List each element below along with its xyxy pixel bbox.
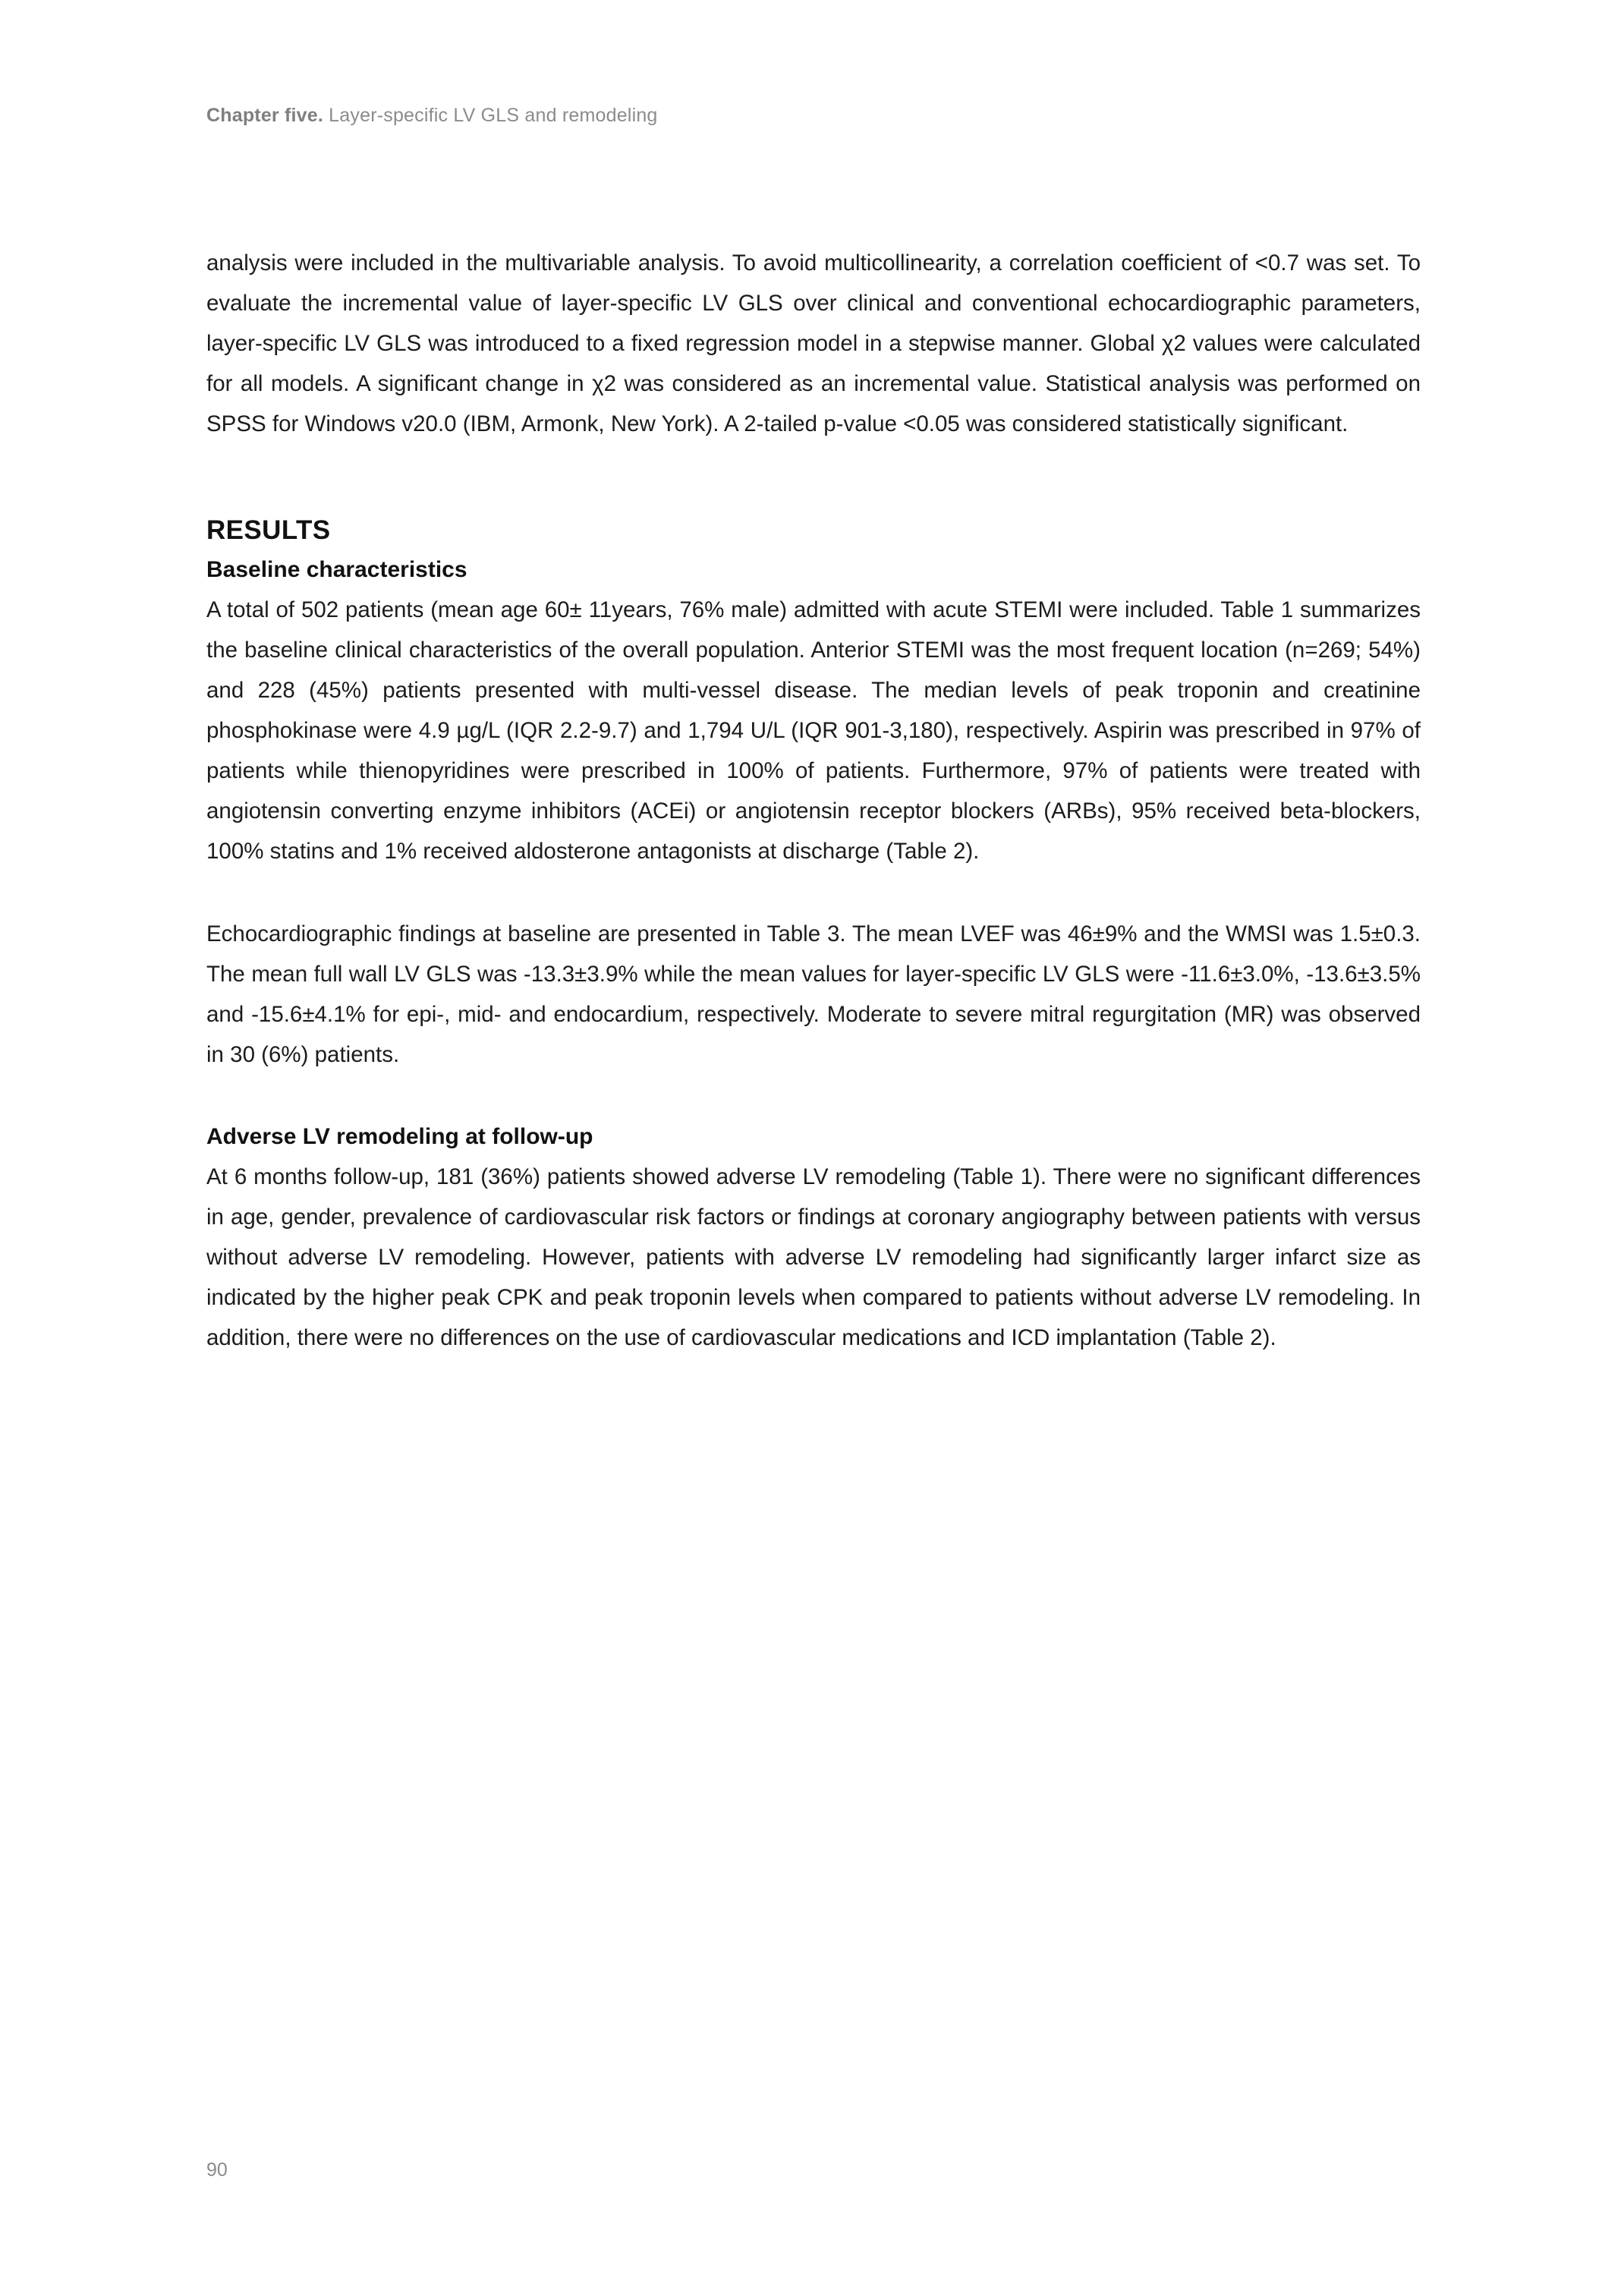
page-number: 90 [206,2159,228,2181]
paragraph-echocardiographic: Echocardiographic findings at baseline are presented in Table 3. The mean LVEF was 46±9% and the WMSI was 1.5±0.3. The mean full wall LV GLS was -13.3±3.9% while the mean values for layer-specific LV GLS were -11.6±3.0%, -13.6±3.5% and -15.6±4.1% for epi-, mid- and endocardium, respectively. Moderate to severe mitral regurgitation (MR) was observed in 30 (6%) patients. [206,921,1421,1067]
paragraph-remodeling: At 6 months follow-up, 181 (36%) patients showed adverse LV remodeling (Table 1). There were no significant differences in age, gender, prevalence of cardiovascular risk factors or findings at coronary angiography between patients with versus without adverse LV remodeling. However, patients with adverse LV remodeling had significantly larger infarct size as indicated by the higher peak CPK and peak troponin levels when compared to patients without adverse LV remodeling. In addition, there were no differences on the use of cardiovascular medications and ICD implantation (Table 2). [206,1164,1421,1350]
paragraph-spacer-1 [206,871,1421,914]
header-chapter-label: Chapter five. [206,105,324,126]
heading-results: RESULTS [206,515,331,545]
section-spacer [206,444,1421,511]
paragraph-spacer-2 [206,1075,1421,1117]
heading-baseline-characteristics: Baseline characteristics [206,557,467,582]
heading-adverse-lv-remodeling: Adverse LV remodeling at follow-up [206,1124,593,1149]
page-content [206,243,1421,1358]
running-header [206,105,658,127]
header-chapter-title: Layer-specific LV GLS and remodeling [323,105,658,126]
paragraph-baseline: A total of 502 patients (mean age 60± 11years, 76% male) admitted with acute STEMI were included. Table 1 summarizes the baseline clinical characteristics of the overall population. Anterior STEMI was the most frequent location (n=269; 54%) and 228 (45%) patients presented with multi-vessel disease. The median levels of peak troponin and creatinine phosphokinase were 4.9 µg/L (IQR 2.2-9.7) and 1,794 U/L (IQR 901-3,180), respectively. Aspirin was prescribed in 97% of patients while thienopyridines were prescribed in 100% of patients. Furthermore, 97% of patients were treated with angiotensin converting enzyme inhibitors (ACEi) or angiotensin receptor blockers (ARBs), 95% received beta-blockers, 100% statins and 1% received aldosterone antagonists at discharge (Table 2). [206,597,1421,864]
paragraph-methods: analysis were included in the multivariable analysis. To avoid multicollinearity, a correlation coefficient of <0.7 was set. To evaluate the incremental value of layer-specific LV GLS over clinical and conventional echocardiographic parameters, layer-specific LV GLS was introduced to a fixed regression model in a stepwise manner. Global χ2 values were calculated for all models. A significant change in χ2 was considered as an incremental value. Statistical analysis was performed on SPSS for Windows v20.0 (IBM, Armonk, New York). A 2-tailed p-value <0.05 was considered statistically significant. [206,250,1421,436]
